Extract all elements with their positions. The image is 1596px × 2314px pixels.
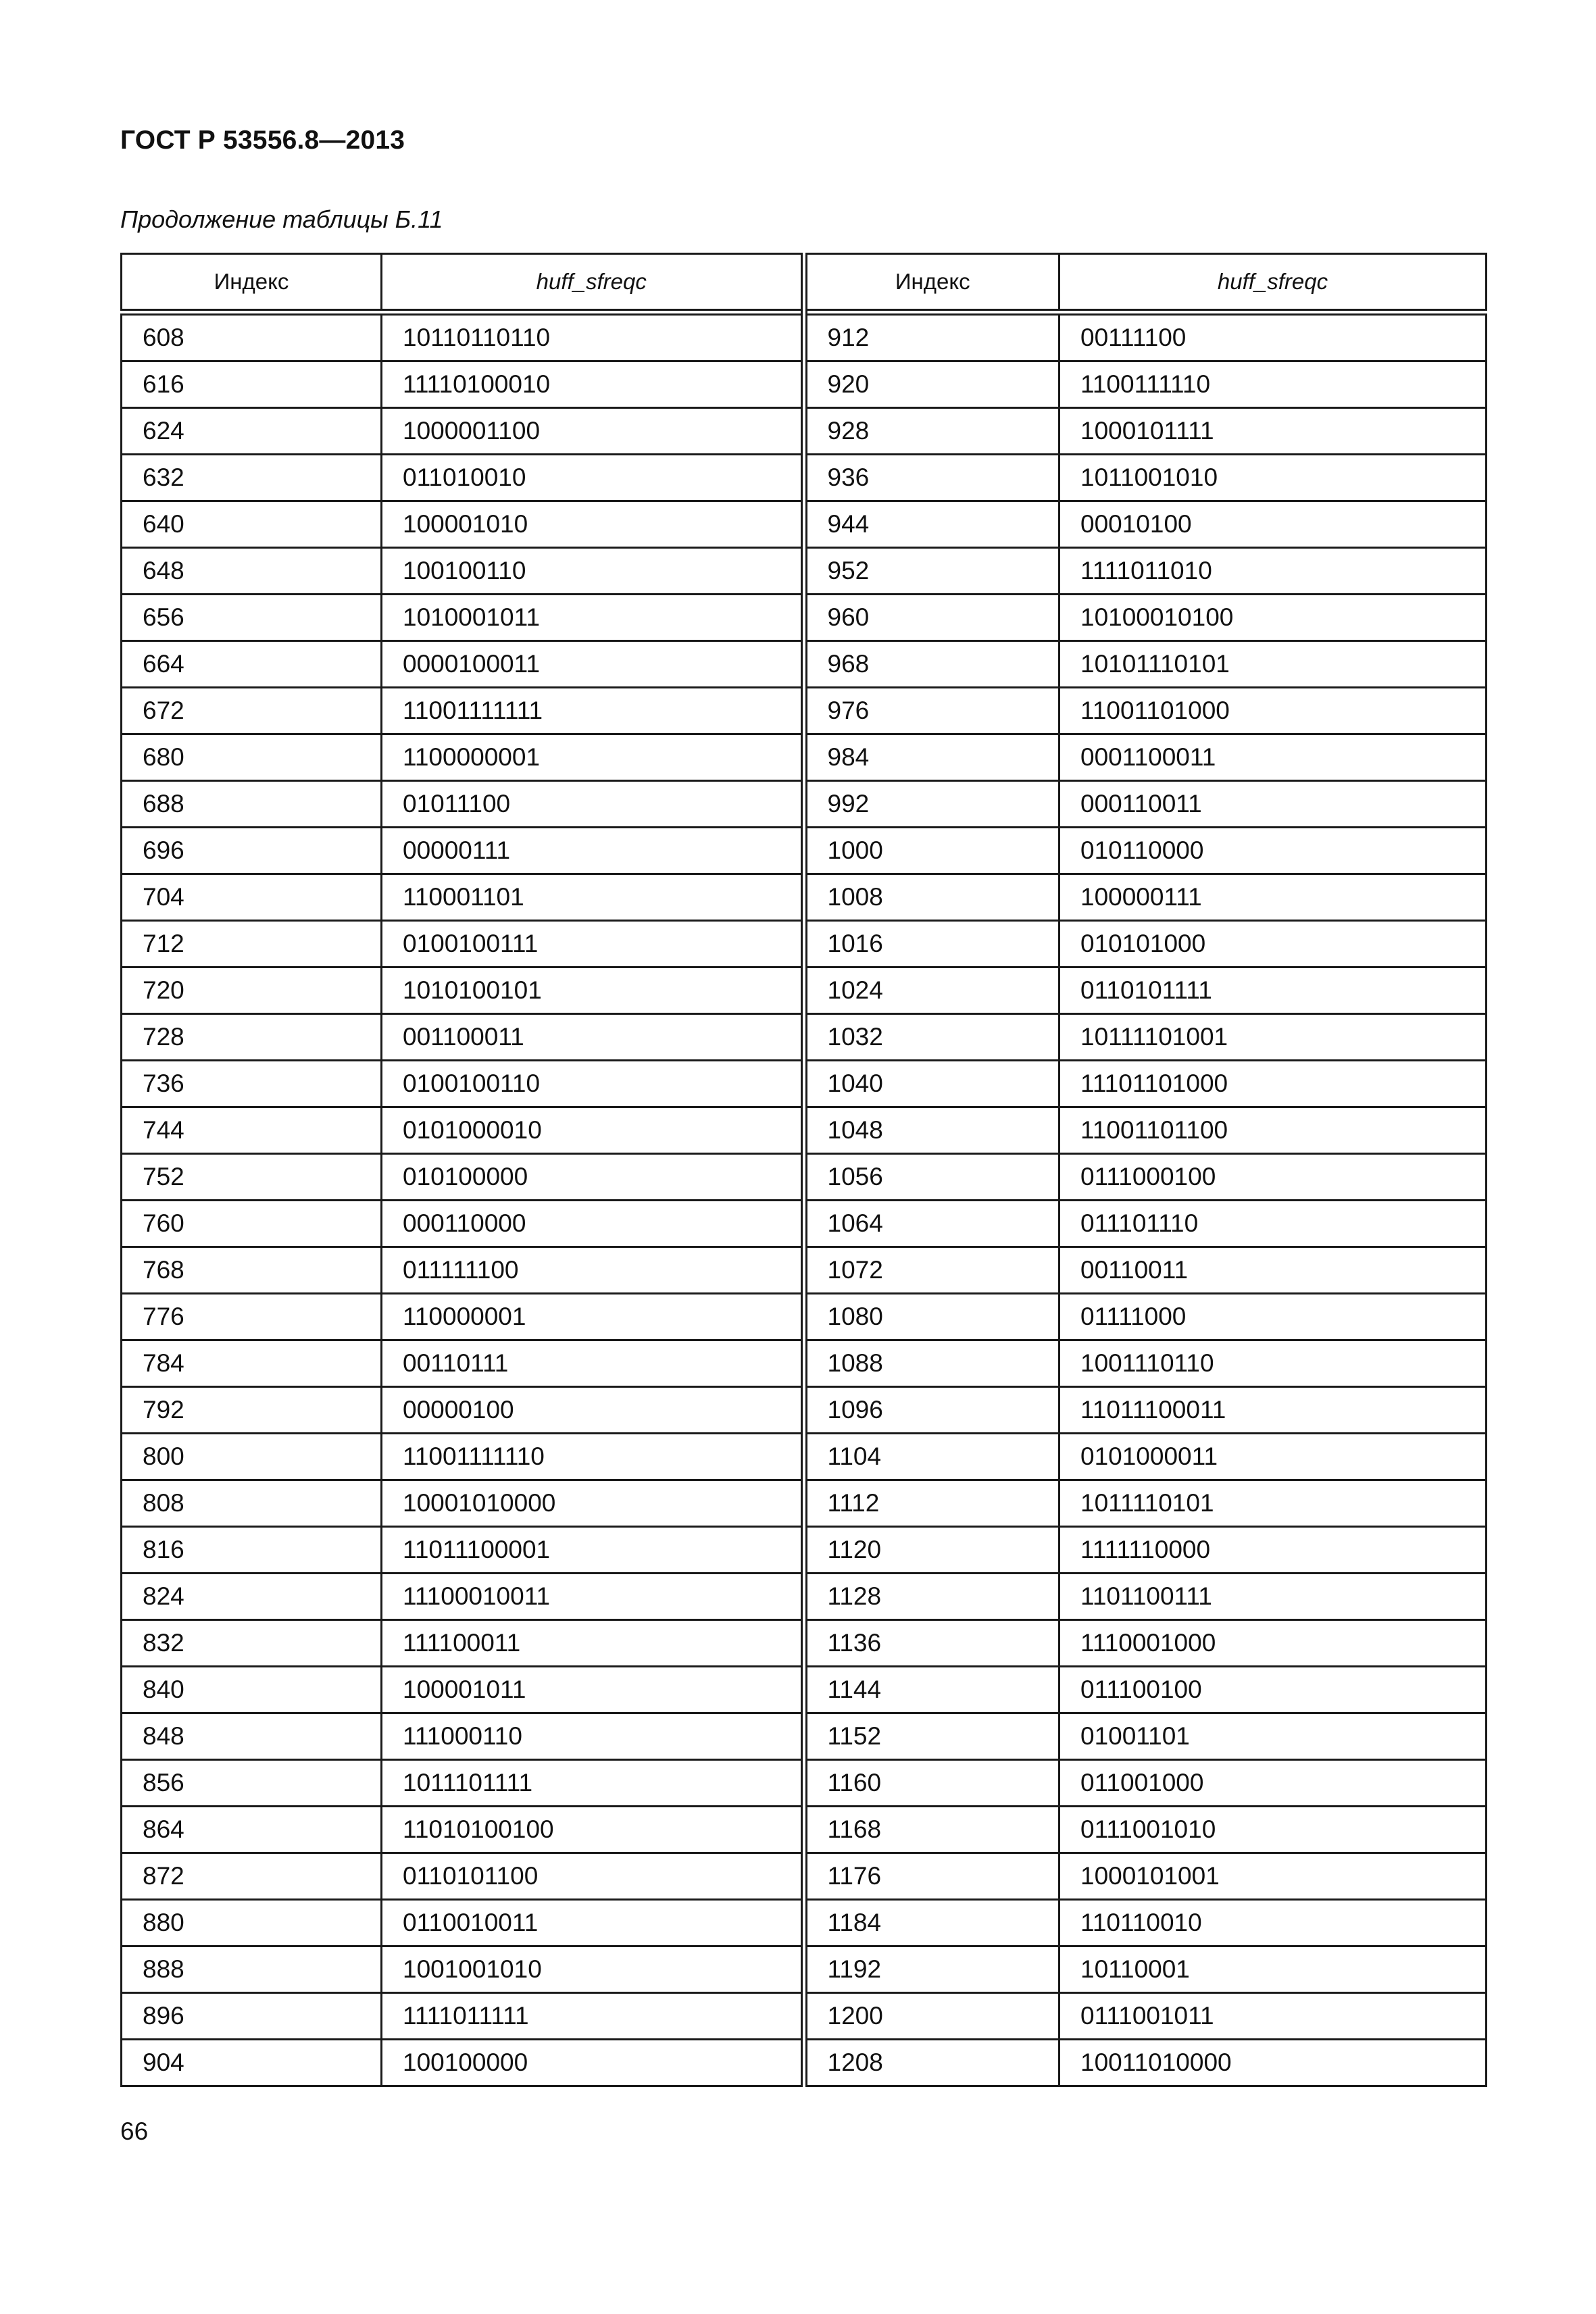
column-header-index-right: Индекс	[804, 254, 1059, 313]
value-left-cell: 0110101100	[382, 1853, 804, 1900]
value-right-cell: 010110000	[1059, 828, 1487, 874]
index-left-cell: 800	[122, 1434, 382, 1480]
index-right-cell: 1112	[804, 1480, 1059, 1527]
value-left-cell: 10110110110	[382, 312, 804, 361]
value-right-cell: 00111100	[1059, 312, 1487, 361]
value-right-cell: 010101000	[1059, 921, 1487, 967]
value-right-cell: 0101000011	[1059, 1434, 1487, 1480]
table-caption: Продолжение таблицы Б.11	[120, 205, 443, 233]
index-left-cell: 864	[122, 1807, 382, 1853]
index-right-cell: 1024	[804, 967, 1059, 1014]
value-left-cell: 11110100010	[382, 361, 804, 408]
index-right-cell: 920	[804, 361, 1059, 408]
index-left-cell: 824	[122, 1574, 382, 1620]
value-left-cell: 11001111110	[382, 1434, 804, 1480]
table-row	[122, 455, 1487, 501]
index-right-cell: 952	[804, 548, 1059, 595]
value-right-cell: 10011010000	[1059, 2040, 1487, 2086]
index-right-cell: 1056	[804, 1154, 1059, 1201]
value-left-cell: 01011100	[382, 781, 804, 828]
table-row	[122, 1667, 1487, 1713]
index-right-cell: 1016	[804, 921, 1059, 967]
table-row	[122, 1154, 1487, 1201]
table-row	[122, 874, 1487, 921]
value-left-cell: 1011101111	[382, 1760, 804, 1807]
index-right-cell: 1184	[804, 1900, 1059, 1946]
index-right-cell: 1120	[804, 1527, 1059, 1574]
value-left-cell: 1100000001	[382, 734, 804, 781]
index-right-cell: 1080	[804, 1294, 1059, 1340]
index-right-cell: 912	[804, 312, 1059, 361]
index-right-cell: 1104	[804, 1434, 1059, 1480]
index-left-cell: 896	[122, 1993, 382, 2040]
value-left-cell: 11011100001	[382, 1527, 804, 1574]
value-left-cell: 1001001010	[382, 1946, 804, 1993]
index-right-cell: 1208	[804, 2040, 1059, 2086]
value-right-cell: 10100010100	[1059, 595, 1487, 641]
value-right-cell: 011001000	[1059, 1760, 1487, 1807]
index-right-cell: 1064	[804, 1201, 1059, 1247]
value-left-cell: 1010001011	[382, 595, 804, 641]
value-left-cell: 100001011	[382, 1667, 804, 1713]
value-left-cell: 11100010011	[382, 1574, 804, 1620]
table-row	[122, 595, 1487, 641]
value-right-cell: 11101101000	[1059, 1061, 1487, 1107]
index-right-cell: 960	[804, 595, 1059, 641]
index-left-cell: 752	[122, 1154, 382, 1201]
index-left-cell: 848	[122, 1713, 382, 1760]
index-left-cell: 760	[122, 1201, 382, 1247]
value-right-cell: 1011001010	[1059, 455, 1487, 501]
index-right-cell: 1128	[804, 1574, 1059, 1620]
index-right-cell: 1144	[804, 1667, 1059, 1713]
index-left-cell: 656	[122, 595, 382, 641]
table-row	[122, 1713, 1487, 1760]
table-row	[122, 312, 1487, 361]
value-left-cell: 11010100100	[382, 1807, 804, 1853]
index-right-cell: 1000	[804, 828, 1059, 874]
table-row	[122, 921, 1487, 967]
index-left-cell: 832	[122, 1620, 382, 1667]
table-row	[122, 1760, 1487, 1807]
index-left-cell: 904	[122, 2040, 382, 2086]
index-right-cell: 936	[804, 455, 1059, 501]
index-left-cell: 728	[122, 1014, 382, 1061]
index-left-cell: 664	[122, 641, 382, 688]
table-row	[122, 1620, 1487, 1667]
value-right-cell: 01001101	[1059, 1713, 1487, 1760]
index-left-cell: 704	[122, 874, 382, 921]
table-row	[122, 1807, 1487, 1853]
value-right-cell: 10111101001	[1059, 1014, 1487, 1061]
value-right-cell: 1101100111	[1059, 1574, 1487, 1620]
value-left-cell: 1010100101	[382, 967, 804, 1014]
index-left-cell: 880	[122, 1900, 382, 1946]
index-left-cell: 816	[122, 1527, 382, 1574]
table-row	[122, 1993, 1487, 2040]
index-left-cell: 856	[122, 1760, 382, 1807]
value-left-cell: 0100100111	[382, 921, 804, 967]
index-left-cell: 736	[122, 1061, 382, 1107]
index-right-cell: 1176	[804, 1853, 1059, 1900]
table-row	[122, 828, 1487, 874]
index-left-cell: 872	[122, 1853, 382, 1900]
index-right-cell: 968	[804, 641, 1059, 688]
table-row	[122, 1247, 1487, 1294]
index-left-cell: 696	[122, 828, 382, 874]
index-left-cell: 640	[122, 501, 382, 548]
value-right-cell: 1110001000	[1059, 1620, 1487, 1667]
index-left-cell: 632	[122, 455, 382, 501]
table-row	[122, 1480, 1487, 1527]
table-row	[122, 408, 1487, 455]
value-right-cell: 1111110000	[1059, 1527, 1487, 1574]
value-left-cell: 110001101	[382, 874, 804, 921]
value-left-cell: 0110010011	[382, 1900, 804, 1946]
index-right-cell: 1048	[804, 1107, 1059, 1154]
index-left-cell: 712	[122, 921, 382, 967]
table-row	[122, 1527, 1487, 1574]
value-left-cell: 011010010	[382, 455, 804, 501]
index-left-cell: 688	[122, 781, 382, 828]
value-right-cell: 100000111	[1059, 874, 1487, 921]
value-right-cell: 011101110	[1059, 1201, 1487, 1247]
index-right-cell: 1136	[804, 1620, 1059, 1667]
value-right-cell: 11011100011	[1059, 1387, 1487, 1434]
value-left-cell: 0000100011	[382, 641, 804, 688]
index-left-cell: 624	[122, 408, 382, 455]
value-left-cell: 111100011	[382, 1620, 804, 1667]
value-right-cell: 1000101001	[1059, 1853, 1487, 1900]
value-right-cell: 01111000	[1059, 1294, 1487, 1340]
table-row	[122, 1061, 1487, 1107]
index-left-cell: 720	[122, 967, 382, 1014]
value-left-cell: 0100100110	[382, 1061, 804, 1107]
value-left-cell: 100001010	[382, 501, 804, 548]
value-left-cell: 00110111	[382, 1340, 804, 1387]
index-left-cell: 792	[122, 1387, 382, 1434]
index-left-cell: 784	[122, 1340, 382, 1387]
table-row	[122, 1294, 1487, 1340]
value-right-cell: 0111000100	[1059, 1154, 1487, 1201]
index-right-cell: 1032	[804, 1014, 1059, 1061]
index-right-cell: 944	[804, 501, 1059, 548]
index-right-cell: 1152	[804, 1713, 1059, 1760]
data-table	[120, 253, 1485, 2087]
index-right-cell: 1168	[804, 1807, 1059, 1853]
value-right-cell: 11001101000	[1059, 688, 1487, 734]
table-row	[122, 1014, 1487, 1061]
value-left-cell: 111000110	[382, 1713, 804, 1760]
table-row	[122, 1340, 1487, 1387]
index-left-cell: 648	[122, 548, 382, 595]
index-right-cell: 992	[804, 781, 1059, 828]
value-left-cell: 00000100	[382, 1387, 804, 1434]
index-right-cell: 1072	[804, 1247, 1059, 1294]
value-right-cell: 1001110110	[1059, 1340, 1487, 1387]
value-left-cell: 110000001	[382, 1294, 804, 1340]
table-row	[122, 1387, 1487, 1434]
value-right-cell: 1000101111	[1059, 408, 1487, 455]
value-right-cell: 011100100	[1059, 1667, 1487, 1713]
value-left-cell: 100100110	[382, 548, 804, 595]
value-right-cell: 11001101100	[1059, 1107, 1487, 1154]
table-row	[122, 734, 1487, 781]
column-header-index-left: Индекс	[122, 254, 382, 313]
table-row	[122, 1853, 1487, 1900]
table-row	[122, 1107, 1487, 1154]
index-right-cell: 1096	[804, 1387, 1059, 1434]
index-right-cell: 1088	[804, 1340, 1059, 1387]
value-right-cell: 10110001	[1059, 1946, 1487, 1993]
index-left-cell: 768	[122, 1247, 382, 1294]
index-left-cell: 888	[122, 1946, 382, 1993]
value-right-cell: 10101110101	[1059, 641, 1487, 688]
index-right-cell: 1200	[804, 1993, 1059, 2040]
table-row	[122, 641, 1487, 688]
value-left-cell: 1111011111	[382, 1993, 804, 2040]
value-right-cell: 1100111110	[1059, 361, 1487, 408]
index-left-cell: 672	[122, 688, 382, 734]
table-row	[122, 501, 1487, 548]
table-row	[122, 1434, 1487, 1480]
table-header-row	[122, 254, 1487, 313]
index-left-cell: 776	[122, 1294, 382, 1340]
value-right-cell: 1111011010	[1059, 548, 1487, 595]
value-right-cell: 000110011	[1059, 781, 1487, 828]
document-header: ГОСТ Р 53556.8—2013	[120, 126, 405, 155]
table-row	[122, 548, 1487, 595]
index-right-cell: 928	[804, 408, 1059, 455]
table-row	[122, 1900, 1487, 1946]
value-left-cell: 10001010000	[382, 1480, 804, 1527]
value-right-cell: 1011110101	[1059, 1480, 1487, 1527]
value-right-cell: 0111001010	[1059, 1807, 1487, 1853]
index-right-cell: 1192	[804, 1946, 1059, 1993]
table-row	[122, 2040, 1487, 2086]
index-right-cell: 984	[804, 734, 1059, 781]
value-left-cell: 011111100	[382, 1247, 804, 1294]
value-left-cell: 000110000	[382, 1201, 804, 1247]
index-left-cell: 616	[122, 361, 382, 408]
index-left-cell: 808	[122, 1480, 382, 1527]
value-right-cell: 00010100	[1059, 501, 1487, 548]
value-left-cell: 00000111	[382, 828, 804, 874]
index-right-cell: 1008	[804, 874, 1059, 921]
column-header-value-right: huff_sfreqc	[1059, 254, 1487, 313]
value-left-cell: 001100011	[382, 1014, 804, 1061]
value-right-cell: 00110011	[1059, 1247, 1487, 1294]
index-left-cell: 680	[122, 734, 382, 781]
column-header-value-left: huff_sfreqc	[382, 254, 804, 313]
value-left-cell: 010100000	[382, 1154, 804, 1201]
index-right-cell: 1040	[804, 1061, 1059, 1107]
value-left-cell: 11001111111	[382, 688, 804, 734]
value-right-cell: 0110101111	[1059, 967, 1487, 1014]
index-right-cell: 1160	[804, 1760, 1059, 1807]
index-right-cell: 976	[804, 688, 1059, 734]
table-row	[122, 967, 1487, 1014]
index-left-cell: 608	[122, 312, 382, 361]
table-row	[122, 1201, 1487, 1247]
table-body	[122, 312, 1487, 2086]
index-left-cell: 840	[122, 1667, 382, 1713]
table-row	[122, 1574, 1487, 1620]
value-left-cell: 0101000010	[382, 1107, 804, 1154]
value-left-cell: 1000001100	[382, 408, 804, 455]
value-right-cell: 0001100011	[1059, 734, 1487, 781]
value-left-cell: 100100000	[382, 2040, 804, 2086]
table-row	[122, 361, 1487, 408]
page-number: 66	[120, 2117, 149, 2145]
table-row	[122, 1946, 1487, 1993]
value-right-cell: 0111001011	[1059, 1993, 1487, 2040]
table-row	[122, 688, 1487, 734]
value-right-cell: 110110010	[1059, 1900, 1487, 1946]
table-row	[122, 781, 1487, 828]
index-left-cell: 744	[122, 1107, 382, 1154]
